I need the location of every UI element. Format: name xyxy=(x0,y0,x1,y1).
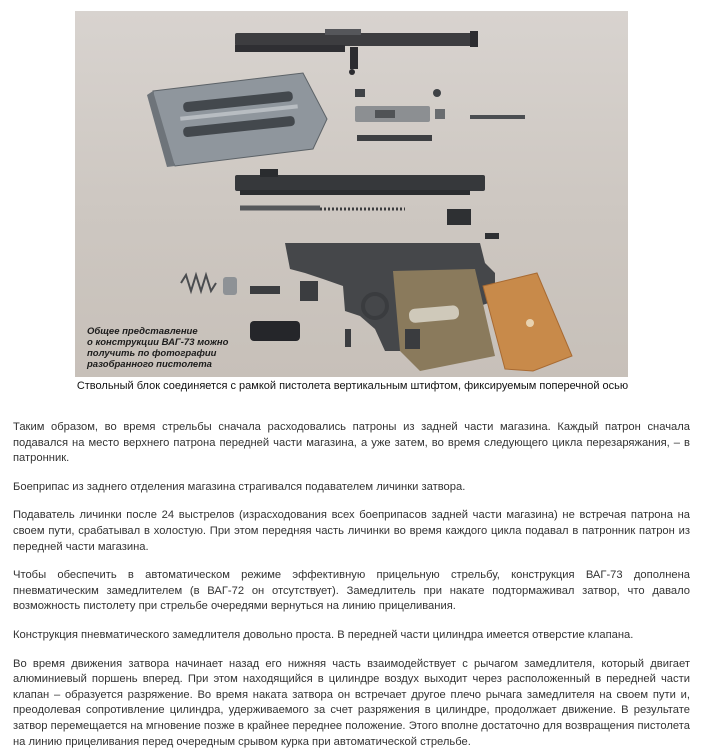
photo-caption-line: разобранного пистолета xyxy=(87,359,212,370)
article-body xyxy=(13,420,690,750)
figure-caption: Ствольный блок соединяется с рамкой пистолета вертикальным штифтом, фиксируемым поперечной осью xyxy=(76,380,629,392)
paragraph: Конструкция пневматического замедлителя довольно проста. В передней части цилиндра имеется отверстие клапана. xyxy=(13,628,634,641)
paragraph: Таким образом, во время стрельбы сначала расходовались патроны из задней части магазина. Каждый патрон сначала подавался на место верхнего патрона передней части магазина, а уже затем, во время следующего цикла перезаряжания, – в патронник. xyxy=(13,421,690,465)
grip-panel-part xyxy=(483,273,572,371)
paragraph: Во время движения затвора начинает назад его нижняя часть взаимодействует с рычагом замедлителя, который двигает алюминиевый поршень вперед. При этом находящийся в цилиндре воздух выходит через расположенный в передней части клапан – образуется разряжение. Во время наката затвора он встречает другое плечо рычага замедлителя на своем пути и, преодолевая сопротивление цилиндра, удерживаемого за счет разряжения в цилиндре, продолжает движение. В результате затвор перемещается на мгновение позже в крайнее переднее положение. Этого вполне достаточно для возвращения пистолета на линию прицеливания перед очередным срывом курка при автоматической стрельбе. xyxy=(13,657,690,748)
pistol-frame-part xyxy=(285,243,495,371)
pistol-parts-illustration xyxy=(75,11,628,377)
recoil-spring-part xyxy=(240,208,405,209)
bolt-part xyxy=(355,89,525,141)
photo-overlay-caption xyxy=(87,326,237,370)
paragraph: Боеприпас из заднего отделения магазина страгивался подавателем личинки затвора. xyxy=(13,480,466,493)
paragraph: Чтобы обеспечить в автоматическом режиме эффективную прицельную стрельбу, конструкция ВАГ-73 дополнена пневматическим замедлителем (в ВАГ-72 он отсутствует). Замедлитель при накате подтормаживал затвор, что давало возможность пистолету при стрельбе очередями вернуться на линию прицеливания. xyxy=(13,569,690,613)
slide-part xyxy=(235,169,485,195)
disassembled-pistol-photo xyxy=(75,11,628,377)
paragraph: Подаватель личинки после 24 выстрелов (израсходования всех боеприпасов задней части магазина) не встречая патрона на своем пути, срабатывал в холостую. При этом передняя часть личинки во время каждого цикла подавал в патронник патрон из передней части магазина. xyxy=(13,509,690,553)
photo-caption-line: получить по фотографии xyxy=(87,348,217,359)
magazine-part xyxy=(147,73,327,167)
photo-caption-line: о конструкции ВАГ-73 можно xyxy=(87,337,229,348)
barrel-block-part xyxy=(235,29,478,75)
small-parts-right xyxy=(447,209,499,239)
photo-caption-line: Общее представление xyxy=(87,326,198,337)
